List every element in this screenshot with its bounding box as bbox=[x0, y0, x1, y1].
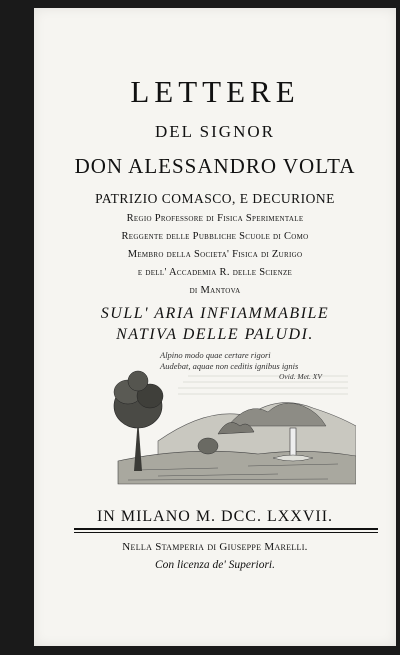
license-line: Con licenza de' Superiori. bbox=[154, 559, 275, 571]
printer-line: Nella Stamperia di Giuseppe Marelli. bbox=[122, 541, 308, 553]
divider-rule bbox=[74, 532, 378, 533]
subtitle-del-signor: DEL SIGNOR bbox=[155, 122, 275, 141]
author-name: DON ALESSANDRO VOLTA bbox=[74, 154, 356, 178]
credential-line: e dell' Accademia R. delle Scienze bbox=[137, 267, 293, 278]
credential-line: Reggente delle Pubbliche Scuole di Como bbox=[121, 231, 309, 242]
epigraph-source: Ovid. Met. XV bbox=[279, 372, 322, 381]
book-title: LETTERE bbox=[130, 74, 300, 109]
title-page bbox=[34, 8, 396, 646]
subject-line: NATIVA DELLE PALUDI. bbox=[116, 326, 314, 343]
author-rank: PATRIZIO COMASCO, E DECURIONE bbox=[95, 191, 335, 206]
epigraph-line: Audebat, aquae non ceditis ignibus ignis bbox=[160, 361, 299, 371]
credential-line: di Mantova bbox=[189, 285, 241, 296]
imprint: IN MILANO M. DCC. LXXVII. bbox=[96, 508, 334, 525]
epigraph-line: Alpino modo quae certare rigori bbox=[160, 350, 271, 360]
credential-line: Membro della Societa' Fisica di Zurigo bbox=[127, 249, 303, 260]
credential-line: Regio Professore di Fisica Sperimentale bbox=[126, 213, 304, 224]
divider-rule bbox=[74, 528, 378, 530]
subject-line: SULL' ARIA INFIAMMABILE bbox=[100, 305, 330, 322]
